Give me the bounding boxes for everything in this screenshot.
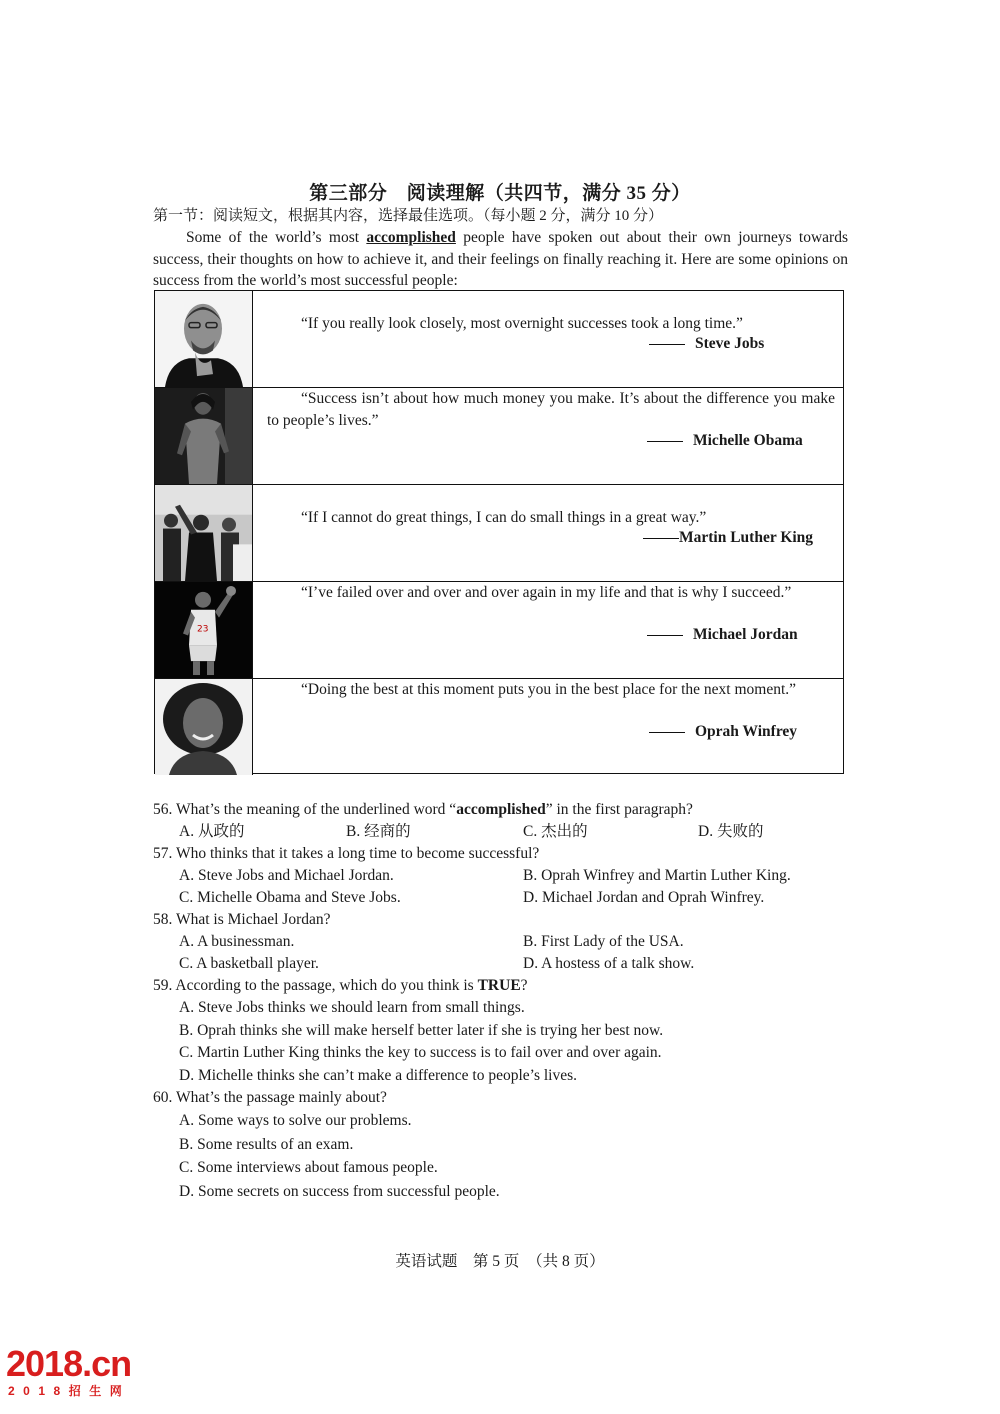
option-b: B. Some results of an exam. <box>179 1135 354 1153</box>
photo-michael-jordan <box>155 582 253 678</box>
option-c: C. A basketball player. <box>179 955 319 972</box>
option-a: A. Steve Jobs thinks we should learn from small things. <box>179 999 525 1016</box>
option-a: A. 从政的 <box>179 823 245 840</box>
option-b: B. First Lady of the USA. <box>523 933 684 950</box>
option-d: D. Some secrets on success from successful people. <box>179 1182 500 1200</box>
watermark-sub: 2018招生网 <box>8 1384 131 1398</box>
photo-oprah-winfrey <box>155 679 253 775</box>
option-b: B. Oprah thinks she will make herself better later if she is trying her best now. <box>179 1021 664 1039</box>
option-c: C. Martin Luther King thinks the key to success is to fail over and over again. <box>179 1044 662 1061</box>
photo-martin-luther-king <box>155 485 253 581</box>
quote-row-oprah-winfrey <box>155 679 843 775</box>
option-c: C. 杰出的 <box>523 823 588 840</box>
quote-text: “If I cannot do great things, I can do small things in a great way.” <box>301 509 707 526</box>
question-58: 58. What is Michael Jordan? <box>153 911 331 928</box>
question-59 <box>153 975 853 997</box>
option-a: A. Some ways to solve our problems. <box>179 1112 412 1129</box>
option-c: C. Michelle Obama and Steve Jobs. <box>179 889 401 906</box>
intro-paragraph <box>153 227 848 292</box>
question-keyword: TRUE <box>477 977 521 994</box>
option-d: D. Michael Jordan and Oprah Winfrey. <box>523 889 765 906</box>
quote-author-name: Michael Jordan <box>693 626 798 643</box>
attribution-dash <box>643 538 679 539</box>
question-58-options-row1 <box>153 931 853 953</box>
photo-michelle-obama <box>155 388 253 484</box>
quote-text: “Doing the best at this moment puts you in the best place for the next moment.” <box>301 681 797 698</box>
section-instruction: 第一节：阅读短文，根据其内容，选择最佳选项。（每小题 2 分，满分 10 分） <box>153 208 664 224</box>
question-57-options-row1 <box>153 865 853 887</box>
intro-keyword: accomplished <box>366 229 456 246</box>
quote-author-name: Martin Luther King <box>679 529 814 546</box>
attribution-dash <box>647 635 683 636</box>
option-d: D. Michelle thinks she can’t make a difference to people’s lives. <box>179 1066 577 1084</box>
intro-after: people have spoken out about their own journeys towards success, their thoughts on how to achieve it, and their feelings on finally reaching it. Here are some opinions on success from the world’s most successful people: <box>153 229 848 289</box>
quote-author <box>649 723 797 741</box>
question-57: 57. Who thinks that it takes a long time to become successful? <box>153 845 540 862</box>
quote-author <box>649 335 764 353</box>
attribution-dash <box>649 732 685 733</box>
quote-author <box>647 626 798 644</box>
svg-text:23: 23 <box>197 624 209 635</box>
question-keyword: accomplished <box>456 801 546 818</box>
quotes-table <box>154 290 844 774</box>
quote-row-martin-luther-king <box>155 485 843 582</box>
question-60-block <box>153 1087 853 1203</box>
quote-text: “Success isn’t about how much money you make. It’s about the difference you make to people’s lives.” <box>267 390 835 429</box>
quote-row-steve-jobs <box>155 291 843 388</box>
question-stem: 56. What’s the meaning of the underlined word “ <box>153 801 457 818</box>
attribution-dash <box>647 441 683 442</box>
quote-author-name: Michelle Obama <box>693 432 803 449</box>
question-58-options-row2 <box>153 953 853 975</box>
photo-steve-jobs <box>155 291 253 387</box>
quote-row-michelle-obama <box>155 388 843 485</box>
quote-author <box>647 432 803 450</box>
questions-section <box>153 799 853 1203</box>
option-b: B. 经商的 <box>346 823 411 840</box>
attribution-dash <box>649 344 685 345</box>
question-stem-end: ? <box>520 977 528 994</box>
option-a: A. A businessman. <box>179 933 295 950</box>
option-d: D. A hostess of a talk show. <box>523 955 695 972</box>
intro-before: Some of the world’s most <box>186 229 367 246</box>
section-title: 第三部分 阅读理解（共四节，满分 35 分） <box>309 183 691 204</box>
quote-author-name: Steve Jobs <box>695 335 765 352</box>
page-footer: 英语试题 第 5 页 （共 8 页） <box>395 1253 605 1270</box>
question-56 <box>153 799 853 821</box>
quote-text: “I’ve failed over and over and over again in my life and that is why I succeed.” <box>301 584 792 601</box>
question-56-options <box>153 821 853 843</box>
question-stem-end: ” in the first paragraph? <box>545 801 693 818</box>
quote-author <box>643 529 813 547</box>
quote-author-name: Oprah Winfrey <box>695 723 798 740</box>
quote-row-michael-jordan <box>155 582 843 679</box>
option-b: B. Oprah Winfrey and Martin Luther King. <box>523 867 791 884</box>
question-57-options-row2 <box>153 887 853 909</box>
quote-text: “If you really look closely, most overnight successes took a long time.” <box>301 315 743 332</box>
option-d: D. 失败的 <box>698 823 764 840</box>
question-60: 60. What’s the passage mainly about? <box>153 1089 387 1106</box>
watermark-brand: 2018.cn <box>6 1343 132 1384</box>
option-a: A. Steve Jobs and Michael Jordan. <box>179 867 394 884</box>
option-c: C. Some interviews about famous people. <box>179 1159 438 1176</box>
watermark-logo <box>6 1344 131 1398</box>
question-stem: 59. According to the passage, which do you think is <box>153 977 478 994</box>
